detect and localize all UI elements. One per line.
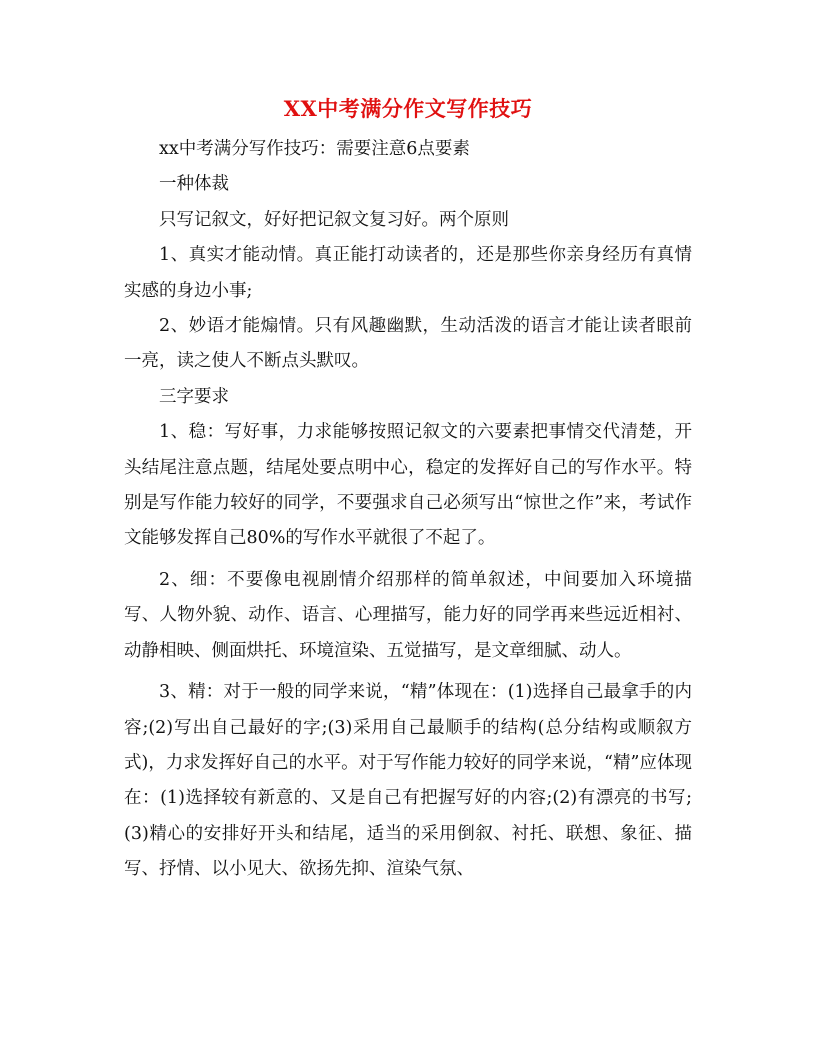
document-body (124, 132, 692, 888)
paragraph-intro: xx中考满分写作技巧：需要注意6点要素 (159, 139, 470, 159)
document-title: XX中考满分作文写作技巧 (283, 96, 533, 121)
paragraph-three-requirements: 三字要求 (159, 386, 229, 407)
paragraph-one-genre: 一种体裁 (159, 174, 229, 195)
paragraph-requirement-steady: 1、稳：写好事，力求能够按照记叙文的六要素把事情交代清楚，开头结尾注意点题，结尾处要点明中心，稳定的发挥好自己的写作水平。特别是写作能力较好的同学，不要强求自己必须写出“惊世之作”来，考试作文能够发挥自己80%的写作水平就很了不起了。 (124, 422, 692, 549)
paragraph-requirement-detailed: 2、细：不要像电视剧情介绍那样的简单叙述，中间要加入环境描写、人物外貌、动作、语言、心理描写，能力好的同学再来些远近相衬、动静相映、侧面烘托、环境渲染、五觉描写，是文章细腻、动人。 (124, 569, 692, 661)
paragraph-genre-detail: 只写记叙文，好好把记叙文复习好。两个原则 (159, 209, 509, 230)
paragraph-principle-1: 1、真实才能动情。真正能打动读者的，还是那些你亲身经历有真情实感的身边小事; (124, 245, 692, 301)
paragraph-principle-2: 2、妙语才能煽情。只有风趣幽默，生动活泼的语言才能让读者眼前一亮，读之使人不断点头默叹。 (124, 316, 692, 372)
paragraph-requirement-refined: 3、精：对于一般的同学来说，“精”体现在：(1)选择自己最拿手的内容;(2)写出自己最好的字;(3)采用自己最顺手的结构(总分结构或顺叙方式)，力求发挥好自己的水平。对于写作能力较好的同学来说，“精”应体现在：(1)选择较有新意的、又是自己有把握写好的内容;(2)有漂亮的书写;(3)精心的安排好开头和结尾，适当的采用倒叙、衬托、联想、象征、描写、抒情、以小见大、欲扬先抑、渲染气氛、 (124, 682, 692, 880)
